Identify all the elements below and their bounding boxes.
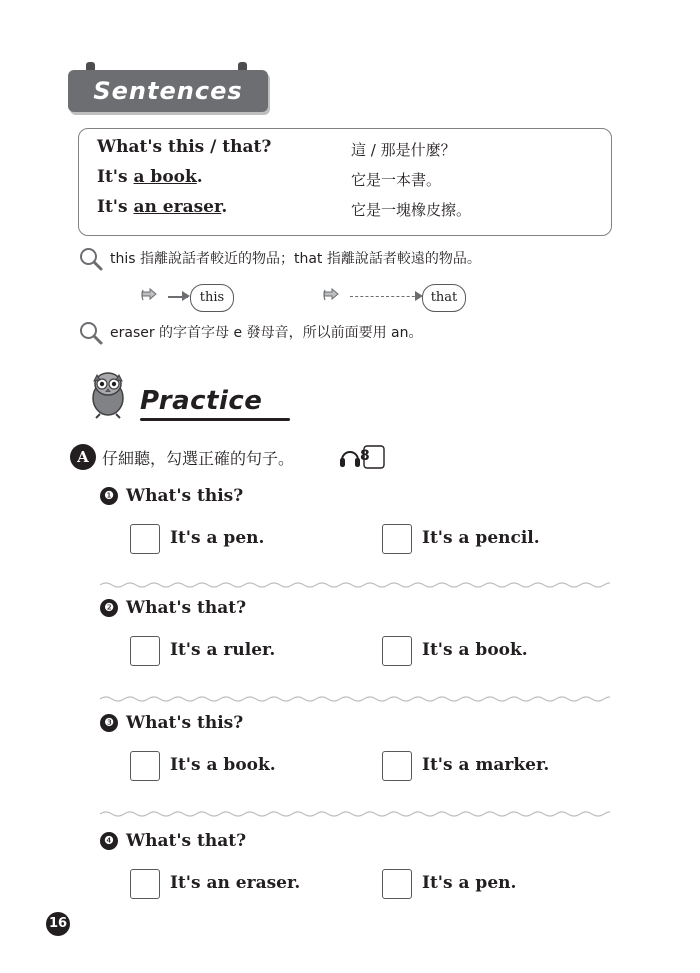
sentence-chinese: 這 / 那是什麼？ [351, 141, 456, 159]
sentence-prefix: It's [97, 197, 134, 217]
option-label: It's a pen. [170, 528, 265, 548]
sentence-underlined: a book [133, 167, 197, 187]
option-label: It's a pencil. [422, 528, 540, 548]
sentence-prefix: It's [97, 167, 134, 187]
audio-track-number: 8 [360, 448, 370, 464]
sentence-box [78, 128, 612, 236]
option-checkbox[interactable] [382, 636, 412, 666]
practice-underline [140, 418, 290, 421]
banner-title: Sentences [93, 77, 243, 105]
question-prompt: What's this? [126, 713, 244, 733]
sentence-suffix: . [196, 167, 203, 187]
question-prompt: What's this? [126, 486, 244, 506]
option-label: It's a ruler. [170, 640, 276, 660]
page-number: 16 [46, 912, 70, 936]
option-checkbox[interactable] [382, 524, 412, 554]
divider-wave [100, 690, 610, 698]
instruction-row [70, 444, 610, 474]
note-text: this 指離說話者較近的物品；that 指離說話者較遠的物品。 [110, 251, 481, 267]
sentence-row [97, 167, 597, 197]
arrow-head-near-icon [182, 291, 190, 301]
option-checkbox[interactable] [382, 751, 412, 781]
divider-wave [100, 805, 610, 813]
question-prompt: What's that? [126, 831, 247, 851]
sentence-english [97, 167, 203, 187]
question-prompt: What's that? [126, 598, 247, 618]
magnifier-icon [78, 320, 104, 346]
option-checkbox[interactable] [130, 636, 160, 666]
option-label: It's a marker. [422, 755, 550, 775]
practice-heading [78, 368, 378, 424]
audio-track-badge[interactable] [338, 444, 386, 470]
option-label: It's an eraser. [170, 873, 301, 893]
option-checkbox[interactable] [130, 869, 160, 899]
exercise-marker: A [70, 444, 96, 470]
question-number: ❸ [100, 714, 118, 732]
option-label: It's a pen. [422, 873, 517, 893]
question-number: ❶ [100, 487, 118, 505]
pointing-hand-icon [140, 284, 166, 306]
option-checkbox[interactable] [382, 869, 412, 899]
option-checkbox[interactable] [130, 524, 160, 554]
option-label: It's a book. [422, 640, 528, 660]
sentence-english [97, 137, 271, 157]
sentence-row [97, 197, 597, 227]
bubble-that: that [422, 284, 466, 312]
sentence-prefix: What's this / that? [97, 137, 272, 157]
option-checkbox[interactable] [130, 751, 160, 781]
sentence-english [97, 197, 227, 217]
sentence-suffix: . [221, 197, 228, 217]
sentence-chinese: 它是一塊橡皮擦。 [351, 201, 472, 219]
question-number: ❷ [100, 599, 118, 617]
magnifier-icon [78, 246, 104, 272]
divider-wave [100, 576, 610, 584]
sentence-chinese: 它是一本書。 [351, 171, 442, 189]
arrow-far [350, 296, 420, 297]
sentence-row [97, 137, 597, 167]
practice-title: Practice [140, 386, 263, 416]
this-that-diagram [132, 278, 532, 320]
sentence-underlined: an eraser [133, 197, 222, 217]
option-label: It's a book. [170, 755, 276, 775]
pointing-hand-icon [322, 284, 348, 306]
bubble-this: this [190, 284, 234, 312]
question-number: ❹ [100, 832, 118, 850]
sentences-banner [68, 62, 278, 118]
owl-mascot-icon [84, 368, 132, 420]
note-text: eraser 的字首字母 e 發母音，所以前面要用 an。 [110, 325, 423, 341]
instruction-text: 仔細聽，勾選正確的句子。 [102, 449, 295, 468]
